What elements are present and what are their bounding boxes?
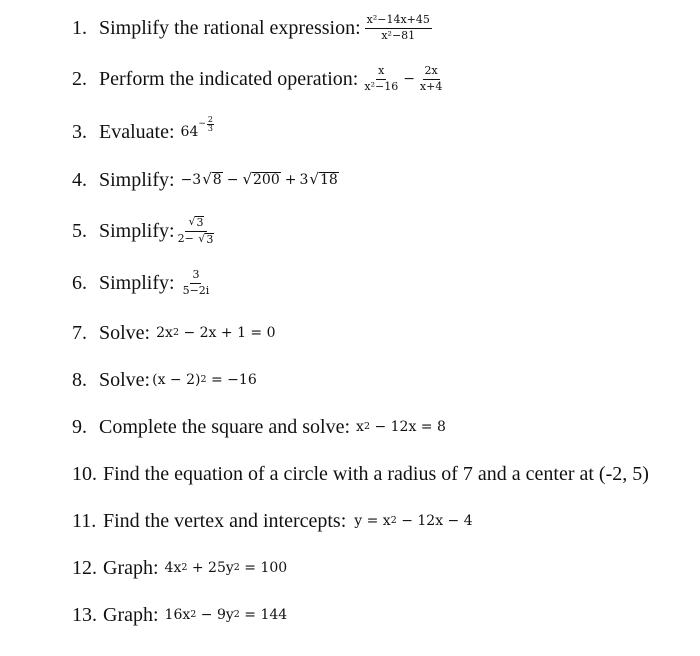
- problem-number: 8.: [72, 368, 87, 391]
- problem-prompt: Solve:: [99, 321, 151, 344]
- radical-expression: [180, 169, 340, 188]
- problem-prompt: Find the vertex and intercepts:: [103, 509, 347, 532]
- operator: −: [226, 171, 239, 188]
- denominator: 5−2i: [182, 283, 210, 297]
- radicand: 200: [253, 171, 280, 188]
- problem-8: [72, 364, 257, 396]
- equation-part: = 144: [239, 607, 288, 623]
- radical-term: [309, 169, 338, 188]
- fraction-1: [362, 65, 400, 92]
- coefficient: −3: [180, 171, 202, 188]
- problem-prompt: Simplify:: [99, 219, 175, 242]
- exponent-numerator: 2: [207, 114, 213, 124]
- radicand: 3: [206, 232, 214, 246]
- equation: 4x 2 + 25y 2 = 100: [164, 560, 288, 576]
- equation-part: − 9y: [196, 607, 234, 623]
- radicand: 3: [196, 216, 204, 230]
- equation-part: 4x: [164, 560, 182, 576]
- rational-expression: [365, 14, 432, 41]
- problem-number: 5.: [72, 219, 87, 242]
- complex-fraction: [181, 269, 212, 296]
- equation-part: (x − 2): [152, 372, 201, 388]
- equation-part: − 2x + 1 = 0: [179, 325, 276, 341]
- denominator: x²−16: [364, 79, 399, 93]
- equation-part: = 100: [239, 560, 288, 576]
- equation: 16x 2 − 9y 2 = 144: [164, 607, 288, 623]
- problem-3: [72, 116, 214, 148]
- problem-prompt: Complete the square and solve:: [99, 415, 351, 438]
- radical-sign: √: [242, 169, 252, 188]
- problem-number: 10.: [72, 462, 97, 485]
- equation-part: 16x: [164, 607, 191, 623]
- problem-4: [72, 164, 340, 196]
- problem-9: [72, 411, 446, 443]
- exponent-denominator: 3: [207, 123, 213, 133]
- equation-part: − 12x − 4: [396, 513, 473, 529]
- exponent-fraction: [207, 116, 214, 133]
- denominator: [176, 232, 218, 246]
- fraction-2: [418, 65, 444, 92]
- equation-part: = −16: [206, 372, 257, 388]
- equation-part: y = x: [354, 513, 391, 529]
- radical-fraction: [176, 216, 218, 245]
- equation-part: 2x: [156, 325, 173, 341]
- problem-number: 13.: [72, 603, 97, 626]
- equation-part: x: [356, 419, 364, 435]
- numerator: 3: [190, 269, 201, 283]
- problem-6: [72, 267, 211, 299]
- equation: x 2 − 12x = 8: [356, 419, 446, 435]
- problem-prompt: Simplify the rational expression:: [99, 16, 361, 39]
- problem-prompt: Graph:: [103, 603, 159, 626]
- numerator: 2x: [423, 65, 440, 79]
- power-expression: [180, 114, 214, 141]
- problem-prompt: Find the equation of a circle with a radius of 7 and a center at (-2, 5): [103, 462, 649, 485]
- problem-10: [72, 458, 649, 490]
- equation-part: − 12x = 8: [370, 419, 446, 435]
- numerator: x²−14x+45: [365, 14, 432, 28]
- problem-prompt: Evaluate:: [99, 120, 175, 143]
- denominator: x+4: [419, 79, 443, 93]
- radical-term: [202, 169, 222, 188]
- problem-prompt: Simplify:: [99, 168, 175, 191]
- equation: (x − 2) 2 = −16: [152, 372, 257, 388]
- problem-prompt: Perform the indicated operation:: [99, 67, 359, 90]
- problem-11: [72, 505, 473, 537]
- problem-5: [72, 215, 217, 247]
- radical-sign: √: [309, 169, 319, 188]
- problem-prompt: Solve:: [99, 368, 151, 391]
- problem-prompt: Graph:: [103, 556, 159, 579]
- problem-number: 11.: [72, 509, 97, 532]
- problem-1: [72, 12, 432, 44]
- numerator: x: [376, 65, 386, 79]
- problem-number: 4.: [72, 168, 87, 191]
- problem-13: [72, 599, 287, 631]
- equation: 2x 2 − 2x + 1 = 0: [156, 325, 276, 341]
- radical-term: [198, 233, 214, 246]
- problem-number: 12.: [72, 556, 97, 579]
- radicand: 8: [212, 171, 222, 188]
- coefficient: 3: [299, 171, 309, 188]
- radical-sign: √: [202, 169, 212, 188]
- exponent-sign: −: [198, 119, 206, 129]
- denominator: x²−81: [381, 28, 416, 42]
- operator: +: [284, 171, 297, 188]
- radical-sign: √: [198, 231, 206, 245]
- numerator: [185, 216, 207, 231]
- problem-number: 2.: [72, 67, 87, 90]
- problem-number: 1.: [72, 16, 87, 39]
- problem-prompt: Simplify:: [99, 271, 175, 294]
- problem-7: [72, 317, 276, 349]
- equation-part: + 25y: [187, 560, 234, 576]
- problem-number: 6.: [72, 271, 87, 294]
- operator: −: [403, 71, 415, 87]
- denominator-prefix: 2−: [177, 231, 194, 245]
- equation: y = x 2 − 12x − 4: [354, 513, 473, 529]
- problem-number: 7.: [72, 321, 87, 344]
- radicand: 18: [319, 171, 338, 188]
- radical-term: [242, 169, 280, 188]
- base: 64: [180, 124, 199, 140]
- radical-sign: √: [188, 215, 196, 229]
- problem-2: [72, 63, 444, 95]
- problem-number: 3.: [72, 120, 87, 143]
- problem-number: 9.: [72, 415, 87, 438]
- problem-12: [72, 552, 287, 584]
- radical-term: [188, 216, 204, 229]
